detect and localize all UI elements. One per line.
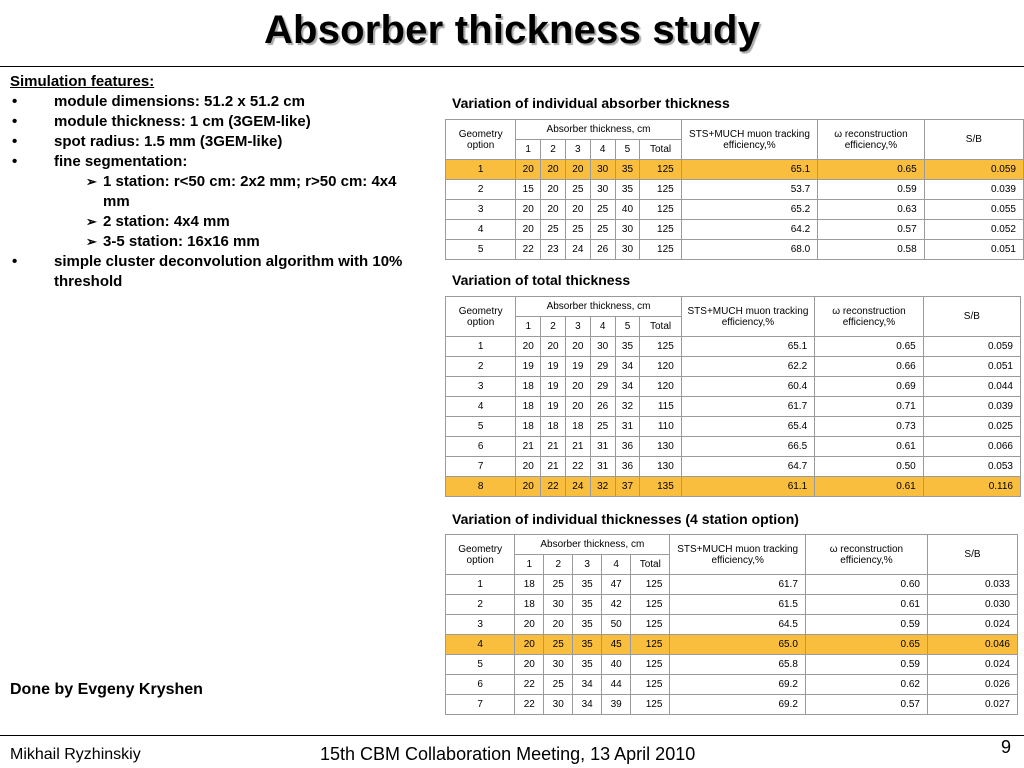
table-row: [446, 160, 1024, 180]
table-cell: 0.044: [923, 377, 1020, 397]
results-table: [445, 296, 1021, 497]
station-col-header: 5: [615, 140, 640, 160]
table-cell: 0.051: [923, 357, 1020, 377]
table-cell: 20: [541, 200, 566, 220]
done-by-credit: Done by Evgeny Kryshen: [10, 681, 203, 698]
table-cell: 0.63: [818, 200, 924, 220]
table-cell: 35: [573, 615, 602, 635]
table-cell: 25: [590, 417, 615, 437]
table-cell: 35: [615, 160, 640, 180]
table-cell: 1: [446, 160, 516, 180]
station-col-header: 3: [573, 555, 602, 575]
table-cell: 26: [590, 240, 615, 260]
station-col-header: 2: [544, 555, 573, 575]
table-caption: Variation of individual thicknesses (4 station option): [452, 511, 799, 527]
table-cell: 0.57: [818, 220, 924, 240]
table-cell: 45: [602, 635, 631, 655]
table-caption: Variation of total thickness: [452, 272, 631, 288]
table-cell: 2: [446, 357, 516, 377]
table-cell: 20: [565, 397, 590, 417]
table-cell: 61.7: [670, 575, 805, 595]
table-row: [446, 655, 1018, 675]
total-col-header: Total: [640, 140, 681, 160]
table-cell: 130: [640, 457, 681, 477]
table-cell: 64.7: [681, 457, 814, 477]
station-col-header: 2: [541, 140, 566, 160]
table-cell: 35: [573, 595, 602, 615]
table-row: [446, 397, 1021, 417]
bullet-text: module dimensions: 51.2 x 51.2 cm: [54, 93, 305, 110]
bullet-text: fine segmentation:: [54, 153, 188, 170]
table-cell: 20: [565, 377, 590, 397]
table-cell: 4: [446, 220, 516, 240]
station-col-header: 5: [615, 317, 640, 337]
table-row: [446, 695, 1018, 715]
absorber-thickness-header: Absorber thickness, cm: [515, 535, 670, 555]
table-cell: 21: [541, 457, 566, 477]
table-cell: 25: [544, 635, 573, 655]
table-row: [446, 575, 1018, 595]
table-cell: 40: [602, 655, 631, 675]
table-cell: 25: [590, 220, 615, 240]
total-col-header: Total: [631, 555, 670, 575]
table-cell: 0.65: [805, 635, 927, 655]
table-row: [446, 337, 1021, 357]
bullet-item: [10, 252, 420, 292]
table-cell: 0.62: [805, 675, 927, 695]
table-cell: 30: [544, 595, 573, 615]
table-cell: 3: [446, 615, 515, 635]
table-cell: 0.65: [815, 337, 924, 357]
table-row: [446, 595, 1018, 615]
table-cell: 15: [516, 180, 541, 200]
table-row: [446, 180, 1024, 200]
table-cell: 125: [631, 635, 670, 655]
table-row: [446, 477, 1021, 497]
table-cell: 61.5: [670, 595, 805, 615]
table-cell: 34: [615, 357, 640, 377]
table-cell: 31: [615, 417, 640, 437]
table-row: [446, 457, 1021, 477]
table-cell: 50: [602, 615, 631, 635]
bullet-item: [10, 152, 420, 172]
station-col-header: 1: [516, 140, 541, 160]
table-cell: 20: [516, 477, 541, 497]
geometry-option-header: Geometry option: [446, 535, 515, 575]
table-cell: 34: [573, 675, 602, 695]
table-caption: Variation of individual absorber thickness: [452, 95, 730, 111]
table-cell: 23: [541, 240, 566, 260]
bullet-icon: •: [12, 133, 18, 150]
table-cell: 0.024: [927, 615, 1017, 635]
table-cell: 22: [541, 477, 566, 497]
station-col-header: 4: [590, 140, 615, 160]
table-row: [446, 437, 1021, 457]
table-cell: 35: [615, 180, 640, 200]
table-cell: 61.1: [681, 477, 814, 497]
table-cell: 0.57: [805, 695, 927, 715]
table-cell: 20: [565, 337, 590, 357]
table-cell: 0.61: [815, 477, 924, 497]
tracking-efficiency-header: STS+MUCH muon tracking efficiency,%: [681, 297, 814, 337]
station-col-header: 3: [565, 317, 590, 337]
table-cell: 2: [446, 595, 515, 615]
table-cell: 29: [590, 357, 615, 377]
table-cell: 68.0: [681, 240, 817, 260]
table-cell: 25: [541, 220, 566, 240]
table-cell: 21: [516, 437, 541, 457]
omega-efficiency-header: ω reconstruction efficiency,%: [818, 120, 924, 160]
table-cell: 130: [640, 437, 681, 457]
table-cell: 19: [541, 377, 566, 397]
table-cell: 0.71: [815, 397, 924, 417]
table-cell: 20: [541, 180, 566, 200]
table-cell: 0.65: [818, 160, 924, 180]
bullet-icon: •: [12, 153, 18, 170]
table-row: [446, 615, 1018, 635]
table-cell: 40: [615, 200, 640, 220]
table-cell: 20: [516, 457, 541, 477]
bullet-icon: •: [12, 93, 18, 110]
table-cell: 30: [590, 180, 615, 200]
table-cell: 30: [615, 240, 640, 260]
table-cell: 0.60: [805, 575, 927, 595]
geometry-option-header: Geometry option: [446, 120, 516, 160]
table-cell: 20: [544, 615, 573, 635]
table-cell: 62.2: [681, 357, 814, 377]
footer-author: Mikhail Ryzhinskiy: [10, 746, 141, 763]
table-cell: 21: [541, 437, 566, 457]
table-cell: 30: [590, 160, 615, 180]
table-cell: 39: [602, 695, 631, 715]
table-row: [446, 377, 1021, 397]
arrow-icon: ➢: [86, 174, 97, 189]
geometry-option-header: Geometry option: [446, 297, 516, 337]
table-cell: 5: [446, 417, 516, 437]
table-row: [446, 240, 1024, 260]
table-cell: 18: [515, 595, 544, 615]
table-row: [446, 675, 1018, 695]
table-cell: 125: [640, 220, 681, 240]
table-cell: 25: [590, 200, 615, 220]
table-cell: 31: [590, 457, 615, 477]
station-col-header: 4: [602, 555, 631, 575]
table-cell: 20: [516, 160, 541, 180]
table-cell: 120: [640, 377, 681, 397]
table-cell: 35: [615, 337, 640, 357]
table-cell: 18: [516, 417, 541, 437]
sub-bullet-text: 2 station: 4x4 mm: [103, 213, 230, 230]
table-cell: 135: [640, 477, 681, 497]
table-cell: 34: [573, 695, 602, 715]
bullet-text: simple cluster deconvolution algorithm with 10% threshold: [54, 253, 403, 290]
table-cell: 0.030: [927, 595, 1017, 615]
table-cell: 26: [590, 397, 615, 417]
table-cell: 32: [590, 477, 615, 497]
table-cell: 7: [446, 695, 515, 715]
table-cell: 1: [446, 337, 516, 357]
table-cell: 36: [615, 457, 640, 477]
table-cell: 20: [516, 220, 541, 240]
bullet-item: [10, 132, 420, 152]
table-cell: 4: [446, 397, 516, 417]
table-cell: 19: [541, 397, 566, 417]
table-cell: 18: [565, 417, 590, 437]
table-cell: 21: [565, 437, 590, 457]
table-cell: 0.73: [815, 417, 924, 437]
table-cell: 125: [640, 160, 681, 180]
table-cell: 0.039: [924, 180, 1023, 200]
table-cell: 65.8: [670, 655, 805, 675]
table-cell: 4: [446, 635, 515, 655]
sb-header: S/B: [923, 297, 1020, 337]
table-cell: 42: [602, 595, 631, 615]
table-cell: 22: [515, 695, 544, 715]
table-cell: 125: [631, 595, 670, 615]
table-row: [446, 200, 1024, 220]
table-row: [446, 417, 1021, 437]
table-cell: 125: [640, 200, 681, 220]
table-cell: 34: [615, 377, 640, 397]
table-cell: 125: [631, 695, 670, 715]
table-cell: 20: [516, 337, 541, 357]
table-cell: 110: [640, 417, 681, 437]
table-cell: 0.59: [805, 655, 927, 675]
table-cell: 36: [615, 437, 640, 457]
table-cell: 20: [541, 337, 566, 357]
table-cell: 64.2: [681, 220, 817, 240]
table-cell: 35: [573, 655, 602, 675]
table-cell: 37: [615, 477, 640, 497]
table-cell: 7: [446, 457, 516, 477]
title-divider: [0, 66, 1024, 67]
station-col-header: 4: [590, 317, 615, 337]
table-cell: 0.69: [815, 377, 924, 397]
tracking-efficiency-header: STS+MUCH muon tracking efficiency,%: [681, 120, 817, 160]
table-cell: 25: [565, 180, 590, 200]
table-cell: 29: [590, 377, 615, 397]
table-cell: 35: [573, 635, 602, 655]
absorber-thickness-header: Absorber thickness, cm: [516, 297, 681, 317]
table-cell: 66.5: [681, 437, 814, 457]
sub-bullet-text: 3-5 station: 16x16 mm: [103, 233, 260, 250]
table-cell: 5: [446, 655, 515, 675]
slide-title: Absorber thickness study: [263, 8, 761, 52]
table-cell: 0.039: [923, 397, 1020, 417]
table-cell: 61.7: [681, 397, 814, 417]
table-cell: 0.66: [815, 357, 924, 377]
table-cell: 0.059: [923, 337, 1020, 357]
table-cell: 24: [565, 240, 590, 260]
table-cell: 25: [544, 675, 573, 695]
table-cell: 125: [640, 240, 681, 260]
bullet-item: [10, 92, 420, 112]
table-cell: 0.059: [924, 160, 1023, 180]
sub-bullet-text: 1 station: r<50 cm: 2x2 mm; r>50 cm: 4x4 mm: [103, 173, 397, 210]
station-col-header: 2: [541, 317, 566, 337]
sb-header: S/B: [927, 535, 1017, 575]
bullet-icon: •: [12, 113, 18, 130]
footer-meeting: 15th CBM Collaboration Meeting, 13 April 2010: [320, 744, 696, 764]
table-cell: 35: [573, 575, 602, 595]
footer-divider: [0, 735, 1024, 736]
omega-efficiency-header: ω reconstruction efficiency,%: [805, 535, 927, 575]
results-table: [445, 534, 1018, 715]
station-col-header: 1: [515, 555, 544, 575]
station-col-header: 3: [565, 140, 590, 160]
table-cell: 30: [590, 337, 615, 357]
table-cell: 24: [565, 477, 590, 497]
bullet-text: module thickness: 1 cm (3GEM-like): [54, 113, 311, 130]
table-cell: 18: [516, 397, 541, 417]
table-cell: 0.61: [805, 595, 927, 615]
table-cell: 0.59: [818, 180, 924, 200]
table-cell: 64.5: [670, 615, 805, 635]
table-cell: 6: [446, 675, 515, 695]
table-cell: 0.59: [805, 615, 927, 635]
bullet-item: [10, 112, 420, 132]
table-cell: 0.055: [924, 200, 1023, 220]
page-number: 9: [1001, 737, 1012, 757]
table-cell: 0.116: [923, 477, 1020, 497]
table-cell: 19: [565, 357, 590, 377]
table-cell: 0.027: [927, 695, 1017, 715]
table-cell: 65.1: [681, 160, 817, 180]
table-cell: 125: [640, 180, 681, 200]
table-cell: 0.026: [927, 675, 1017, 695]
table-cell: 20: [541, 160, 566, 180]
table-cell: 65.1: [681, 337, 814, 357]
table-cell: 0.033: [927, 575, 1017, 595]
table-cell: 0.051: [924, 240, 1023, 260]
bullet-text: spot radius: 1.5 mm (3GEM-like): [54, 133, 283, 150]
table-row: [446, 635, 1018, 655]
table-cell: 30: [615, 220, 640, 240]
features-heading: Simulation features:: [10, 73, 155, 90]
simulation-features: [10, 72, 420, 292]
table-cell: 0.50: [815, 457, 924, 477]
sub-bullet-item: [10, 172, 420, 212]
table-cell: 19: [541, 357, 566, 377]
table-cell: 2: [446, 180, 516, 200]
arrow-icon: ➢: [86, 214, 97, 229]
table-cell: 0.58: [818, 240, 924, 260]
table-cell: 20: [515, 655, 544, 675]
table-cell: 19: [516, 357, 541, 377]
sb-header: S/B: [924, 120, 1023, 160]
table-cell: 22: [515, 675, 544, 695]
table-cell: 18: [541, 417, 566, 437]
table-cell: 8: [446, 477, 516, 497]
table-cell: 53.7: [681, 180, 817, 200]
total-col-header: Total: [640, 317, 681, 337]
table-cell: 31: [590, 437, 615, 457]
sub-bullet-item: [10, 212, 420, 232]
table-cell: 120: [640, 357, 681, 377]
table-cell: 20: [515, 615, 544, 635]
table-cell: 0.024: [927, 655, 1017, 675]
tracking-efficiency-header: STS+MUCH muon tracking efficiency,%: [670, 535, 805, 575]
table-row: [446, 220, 1024, 240]
omega-efficiency-header: ω reconstruction efficiency,%: [815, 297, 924, 337]
table-cell: 32: [615, 397, 640, 417]
results-table: [445, 119, 1024, 260]
table-cell: 1: [446, 575, 515, 595]
table-cell: 30: [544, 655, 573, 675]
table-cell: 22: [516, 240, 541, 260]
table-cell: 20: [565, 200, 590, 220]
table-cell: 6: [446, 437, 516, 457]
table-cell: 22: [565, 457, 590, 477]
table-cell: 69.2: [670, 675, 805, 695]
table-cell: 3: [446, 377, 516, 397]
table-cell: 47: [602, 575, 631, 595]
table-cell: 44: [602, 675, 631, 695]
table-cell: 65.4: [681, 417, 814, 437]
table-cell: 65.0: [670, 635, 805, 655]
station-col-header: 1: [516, 317, 541, 337]
table-cell: 60.4: [681, 377, 814, 397]
bullet-icon: •: [12, 253, 18, 270]
table-cell: 125: [640, 337, 681, 357]
absorber-thickness-header: Absorber thickness, cm: [516, 120, 681, 140]
table-row: [446, 357, 1021, 377]
table-cell: 0.052: [924, 220, 1023, 240]
table-cell: 0.025: [923, 417, 1020, 437]
table-cell: 25: [565, 220, 590, 240]
table-cell: 125: [631, 615, 670, 635]
table-cell: 0.053: [923, 457, 1020, 477]
table-cell: 3: [446, 200, 516, 220]
table-cell: 20: [565, 160, 590, 180]
table-cell: 25: [544, 575, 573, 595]
table-cell: 18: [515, 575, 544, 595]
table-cell: 20: [515, 635, 544, 655]
table-cell: 0.61: [815, 437, 924, 457]
table-cell: 69.2: [670, 695, 805, 715]
table-cell: 125: [631, 655, 670, 675]
table-cell: 0.046: [927, 635, 1017, 655]
table-cell: 115: [640, 397, 681, 417]
table-cell: 30: [544, 695, 573, 715]
table-cell: 18: [516, 377, 541, 397]
table-cell: 65.2: [681, 200, 817, 220]
table-cell: 125: [631, 575, 670, 595]
table-cell: 5: [446, 240, 516, 260]
table-cell: 0.066: [923, 437, 1020, 457]
table-cell: 125: [631, 675, 670, 695]
table-cell: 20: [516, 200, 541, 220]
arrow-icon: ➢: [86, 234, 97, 249]
sub-bullet-item: [10, 232, 420, 252]
